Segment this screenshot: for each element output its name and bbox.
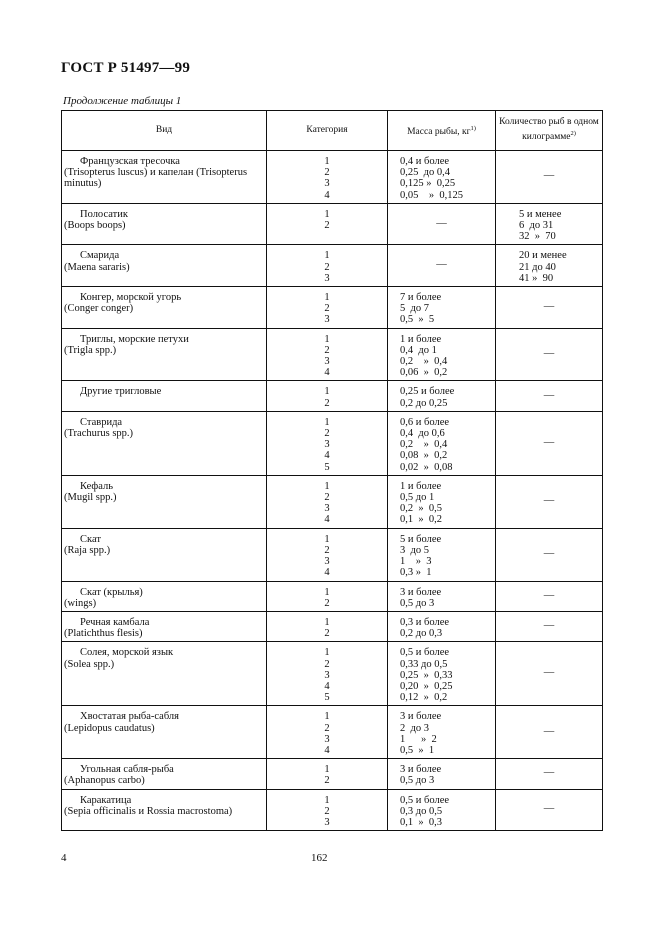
table-row bbox=[62, 528, 603, 581]
table-continuation-caption: Продолжение таблицы 1 bbox=[63, 95, 182, 107]
category-value: 2 bbox=[324, 220, 330, 232]
mass-value: 0,2 » 0,5 bbox=[400, 503, 442, 515]
category-value: 1 bbox=[324, 480, 330, 492]
mass-cell bbox=[388, 381, 496, 411]
count-cell bbox=[496, 475, 603, 528]
category-value: 1 bbox=[324, 711, 330, 723]
category-cell bbox=[267, 789, 388, 831]
category-value: 3 bbox=[324, 816, 330, 828]
mass-cell bbox=[388, 328, 496, 381]
table-header-row bbox=[62, 111, 603, 151]
mass-value: 0,02 » 0,08 bbox=[400, 461, 453, 473]
species-name: Другие тригловые bbox=[80, 386, 162, 398]
species-cell bbox=[62, 581, 267, 611]
count-cell bbox=[496, 151, 603, 204]
species-name-line: (Lepidopus caudatus) bbox=[64, 722, 155, 734]
mass-value: 1 » 3 bbox=[400, 556, 432, 568]
mass-value: 1 » 2 bbox=[400, 733, 437, 745]
species-name-line: (Trigla spp.) bbox=[64, 344, 117, 356]
mass-cell bbox=[388, 475, 496, 528]
table-row bbox=[62, 475, 603, 528]
species-name-line: minutus) bbox=[64, 178, 102, 190]
count-cell bbox=[496, 203, 603, 245]
species-cell bbox=[62, 528, 267, 581]
empty-dash: — bbox=[543, 170, 555, 182]
category-value: 1 bbox=[324, 208, 330, 220]
category-value: 1 bbox=[324, 764, 330, 776]
mass-value: 0,5 до 3 bbox=[400, 597, 435, 609]
mass-value: 0,2 до 0,3 bbox=[400, 628, 443, 640]
category-value: 2 bbox=[324, 775, 330, 787]
empty-dash: — bbox=[543, 803, 555, 815]
species-name: Смарида bbox=[80, 250, 120, 262]
empty-dash: — bbox=[543, 495, 555, 507]
category-value: 4 bbox=[324, 189, 330, 201]
category-value: 2 bbox=[324, 397, 330, 409]
species-name: Кефаль bbox=[80, 480, 113, 492]
category-cell bbox=[267, 411, 388, 475]
category-value: 2 bbox=[324, 544, 330, 556]
empty-dash: — bbox=[436, 217, 447, 229]
mass-value: 0,4 до 1 bbox=[400, 344, 437, 356]
mass-value: 0,4 до 0,6 bbox=[400, 428, 445, 440]
category-value: 2 bbox=[324, 167, 330, 179]
category-value: 1 bbox=[324, 416, 330, 428]
species-name: Скат (крылья) bbox=[80, 586, 143, 598]
mass-value: 7 и более bbox=[400, 292, 442, 304]
mass-value: 5 и более bbox=[400, 533, 442, 545]
mass-value: 0,5 до 3 bbox=[400, 775, 435, 787]
empty-dash: — bbox=[543, 300, 555, 312]
category-value: 4 bbox=[324, 367, 330, 379]
mass-value: 2 до 3 bbox=[400, 722, 429, 734]
category-value: 1 bbox=[324, 794, 330, 806]
species-name-line: (Boops boops) bbox=[64, 220, 126, 232]
empty-dash: — bbox=[543, 767, 555, 779]
mass-value: 0,08 » 0,2 bbox=[400, 450, 448, 462]
category-value: 1 bbox=[324, 292, 330, 304]
category-value: 4 bbox=[324, 450, 330, 462]
mass-cell bbox=[388, 528, 496, 581]
center-page-number: 162 bbox=[311, 852, 328, 864]
species-name: Скат bbox=[80, 533, 101, 545]
count-value: 20 и менее bbox=[519, 250, 567, 262]
count-cell bbox=[496, 611, 603, 641]
mass-cell bbox=[388, 245, 496, 287]
mass-value: 0,3 и более bbox=[400, 616, 450, 628]
count-value: 6 до 31 bbox=[519, 220, 554, 232]
category-value: 3 bbox=[324, 356, 330, 368]
count-cell bbox=[496, 528, 603, 581]
species-name: Французская тресочка bbox=[80, 156, 180, 167]
mass-value: 0,5 и более bbox=[400, 794, 450, 806]
species-name: Полосатик bbox=[80, 208, 128, 220]
mass-cell bbox=[388, 151, 496, 204]
category-value: 5 bbox=[324, 461, 330, 473]
mass-value: 0,125 » 0,25 bbox=[400, 178, 456, 190]
mass-value: 0,1 » 0,2 bbox=[400, 514, 442, 526]
mass-value: 1 и более bbox=[400, 480, 442, 492]
category-value: 2 bbox=[324, 428, 330, 440]
category-cell bbox=[267, 642, 388, 706]
category-value: 3 bbox=[324, 314, 330, 326]
mass-value: 0,5 и более bbox=[400, 647, 450, 659]
species-name: Ставрида bbox=[80, 416, 123, 428]
category-value: 1 bbox=[324, 333, 330, 345]
table-row bbox=[62, 759, 603, 789]
category-value: 1 bbox=[324, 250, 330, 262]
category-cell bbox=[267, 151, 388, 204]
category-value: 3 bbox=[324, 439, 330, 451]
species-name-line: (Solea spp.) bbox=[64, 658, 115, 670]
category-value: 2 bbox=[324, 597, 330, 609]
mass-value: 1 и более bbox=[400, 333, 442, 345]
category-cell bbox=[267, 245, 388, 287]
count-cell bbox=[496, 642, 603, 706]
category-cell bbox=[267, 528, 388, 581]
mass-value: 0,33 до 0,5 bbox=[400, 658, 448, 670]
table-row bbox=[62, 789, 603, 831]
species-name: Конгер, морской угорь bbox=[80, 292, 182, 304]
category-value: 3 bbox=[324, 503, 330, 515]
table-row bbox=[62, 151, 603, 204]
category-value: 2 bbox=[324, 344, 330, 356]
count-cell bbox=[496, 245, 603, 287]
species-name: Каракатица bbox=[80, 794, 132, 806]
category-value: 1 bbox=[324, 586, 330, 598]
species-cell bbox=[62, 642, 267, 706]
category-value: 3 bbox=[324, 178, 330, 190]
category-cell bbox=[267, 287, 388, 329]
empty-dash: — bbox=[543, 436, 555, 448]
mass-value: 0,06 » 0,2 bbox=[400, 367, 448, 379]
column-header-species: Вид bbox=[62, 111, 267, 151]
table-row bbox=[62, 411, 603, 475]
count-cell bbox=[496, 706, 603, 759]
table-row bbox=[62, 642, 603, 706]
mass-value: 3 и более bbox=[400, 586, 442, 598]
species-cell bbox=[62, 411, 267, 475]
category-cell bbox=[267, 759, 388, 789]
category-value: 2 bbox=[324, 658, 330, 670]
table-row bbox=[62, 328, 603, 381]
mass-cell bbox=[388, 411, 496, 475]
table-row bbox=[62, 203, 603, 245]
count-cell bbox=[496, 411, 603, 475]
category-value: 1 bbox=[324, 533, 330, 545]
fish-categories-table bbox=[61, 110, 603, 831]
mass-value: 0,20 » 0,25 bbox=[400, 680, 453, 692]
species-name: Триглы, морские петухи bbox=[80, 333, 189, 345]
mass-cell bbox=[388, 287, 496, 329]
mass-value: 0,4 и более bbox=[400, 156, 450, 167]
mass-value: 0,5 » 1 bbox=[400, 744, 435, 756]
count-value: 21 до 40 bbox=[519, 261, 556, 273]
category-value: 1 bbox=[324, 616, 330, 628]
mass-value: 0,25 и более bbox=[400, 386, 455, 398]
category-value: 4 bbox=[324, 680, 330, 692]
count-value: 5 и менее bbox=[519, 208, 562, 220]
category-value: 4 bbox=[324, 744, 330, 756]
category-value: 2 bbox=[324, 805, 330, 817]
category-value: 2 bbox=[324, 492, 330, 504]
mass-value: 3 и более bbox=[400, 764, 442, 776]
species-cell bbox=[62, 706, 267, 759]
table-row bbox=[62, 706, 603, 759]
table-body bbox=[62, 151, 603, 831]
category-value: 3 bbox=[324, 556, 330, 568]
species-name-line: (Platichthus flesis) bbox=[64, 628, 143, 640]
species-cell bbox=[62, 611, 267, 641]
column-header-mass: Масса рыбы, $кг^{1)}$ bbox=[388, 111, 496, 151]
species-name: Речная камбала bbox=[80, 616, 150, 628]
count-value: 32 » 70 bbox=[519, 231, 556, 243]
mass-value: 0,12 » 0,2 bbox=[400, 692, 448, 704]
species-cell bbox=[62, 475, 267, 528]
column-header-category: Категория bbox=[267, 111, 388, 151]
mass-cell bbox=[388, 203, 496, 245]
mass-cell bbox=[388, 789, 496, 831]
mass-value: 0,6 и более bbox=[400, 416, 450, 428]
category-value: 1 bbox=[324, 156, 330, 167]
empty-dash: — bbox=[543, 347, 555, 359]
species-name-line: (Conger conger) bbox=[64, 303, 134, 315]
species-cell bbox=[62, 203, 267, 245]
species-cell bbox=[62, 381, 267, 411]
category-cell bbox=[267, 328, 388, 381]
species-name: Угольная сабля-рыба bbox=[80, 764, 174, 776]
empty-dash: — bbox=[543, 620, 555, 631]
category-value: 2 bbox=[324, 303, 330, 315]
table-row bbox=[62, 287, 603, 329]
table-row bbox=[62, 611, 603, 641]
mass-value: 0,5 » 5 bbox=[400, 314, 435, 326]
empty-dash: — bbox=[543, 547, 555, 559]
species-name-line: (Raja spp.) bbox=[64, 544, 111, 556]
mass-value: 0,5 до 1 bbox=[400, 492, 435, 504]
mass-value: 0,2 » 0,4 bbox=[400, 439, 448, 451]
document-id: ГОСТ Р 51497—99 bbox=[61, 60, 191, 76]
species-cell bbox=[62, 328, 267, 381]
table-row bbox=[62, 381, 603, 411]
count-cell bbox=[496, 287, 603, 329]
species-cell bbox=[62, 759, 267, 789]
species-cell bbox=[62, 151, 267, 204]
count-cell bbox=[496, 789, 603, 831]
mass-cell bbox=[388, 581, 496, 611]
mass-value: 0,25 до 0,4 bbox=[400, 167, 450, 179]
category-value: 2 bbox=[324, 722, 330, 734]
category-value: 3 bbox=[324, 669, 330, 681]
mass-value: 0,25 » 0,33 bbox=[400, 669, 453, 681]
mass-cell bbox=[388, 642, 496, 706]
table-row bbox=[62, 581, 603, 611]
count-cell bbox=[496, 381, 603, 411]
empty-dash: — bbox=[543, 389, 555, 401]
mass-value: 0,1 » 0,3 bbox=[400, 816, 442, 828]
category-value: 1 bbox=[324, 386, 330, 398]
category-value: 1 bbox=[324, 647, 330, 659]
species-name-line: (Sepia officinalis и Rossia macrostoma) bbox=[64, 805, 233, 817]
mass-value: 3 до 5 bbox=[400, 544, 429, 556]
page-number: 4 bbox=[61, 852, 67, 864]
mass-value: 0,3 » 1 bbox=[400, 567, 432, 579]
category-value: 3 bbox=[324, 272, 330, 284]
species-cell bbox=[62, 789, 267, 831]
mass-cell bbox=[388, 759, 496, 789]
species-name-line: (Mugil spp.) bbox=[64, 492, 117, 504]
category-cell bbox=[267, 581, 388, 611]
species-cell bbox=[62, 287, 267, 329]
mass-cell bbox=[388, 706, 496, 759]
species-name-line: (Aphanopus carbo) bbox=[64, 775, 145, 787]
column-header-count-per-kg: Количество рыб в одном килограмме$^{2)}$ bbox=[496, 111, 603, 151]
empty-dash: — bbox=[436, 259, 447, 271]
count-cell bbox=[496, 581, 603, 611]
mass-value: 0,3 до 0,5 bbox=[400, 805, 443, 817]
category-cell bbox=[267, 706, 388, 759]
category-value: 5 bbox=[324, 692, 330, 704]
mass-value: 0,05 » 0,125 bbox=[400, 189, 463, 201]
mass-value: 0,2 » 0,4 bbox=[400, 356, 448, 368]
mass-value: 5 до 7 bbox=[400, 303, 429, 315]
species-name: Хвостатая рыба-сабля bbox=[80, 711, 179, 723]
category-value: 3 bbox=[324, 733, 330, 745]
count-cell bbox=[496, 759, 603, 789]
species-name-line: (Maena sararis) bbox=[64, 261, 130, 273]
empty-dash: — bbox=[543, 725, 555, 737]
species-name-line: (wings) bbox=[64, 597, 97, 609]
category-value: 4 bbox=[324, 514, 330, 526]
category-cell bbox=[267, 381, 388, 411]
mass-value: 0,2 до 0,25 bbox=[400, 397, 448, 409]
category-value: 2 bbox=[324, 261, 330, 273]
category-cell bbox=[267, 475, 388, 528]
category-value: 4 bbox=[324, 567, 330, 579]
species-cell bbox=[62, 245, 267, 287]
mass-value: 3 и более bbox=[400, 711, 442, 723]
category-cell bbox=[267, 611, 388, 641]
mass-cell bbox=[388, 611, 496, 641]
category-value: 2 bbox=[324, 628, 330, 640]
table-row bbox=[62, 245, 603, 287]
species-name: Солея, морской язык bbox=[80, 647, 174, 659]
category-cell bbox=[267, 203, 388, 245]
species-name-line: (Trachurus spp.) bbox=[64, 428, 134, 440]
count-cell bbox=[496, 328, 603, 381]
empty-dash: — bbox=[543, 667, 555, 679]
empty-dash: — bbox=[543, 589, 555, 601]
count-value: 41 » 90 bbox=[519, 272, 554, 284]
species-name-line: (Trisopterus luscus) и капелан (Trisopterus bbox=[64, 167, 248, 179]
